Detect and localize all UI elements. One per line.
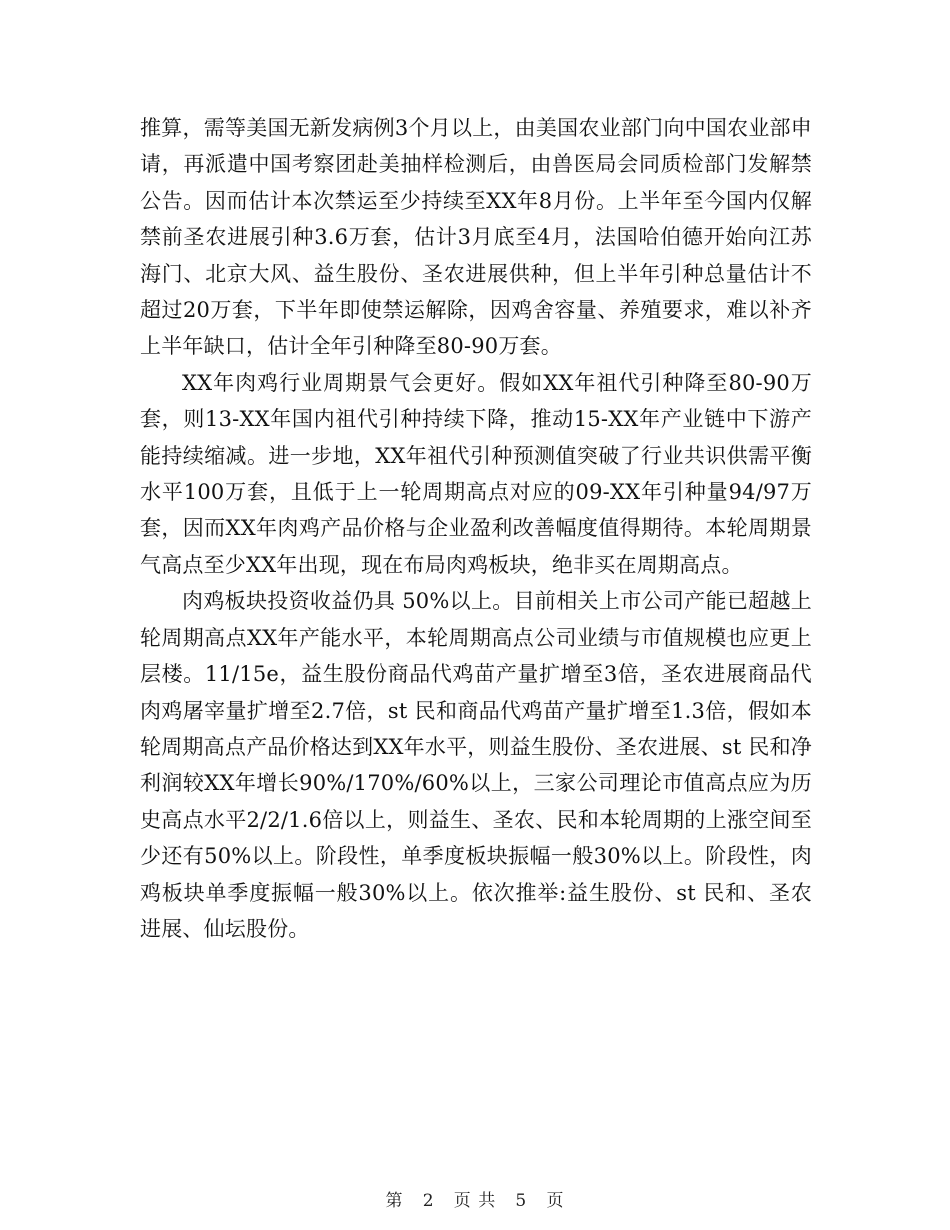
paragraph-1: 推算，需等美国无新发病例3个月以上，由美国农业部门向中国农业部申请，再派遣中国考察团赴美抽样检测后，由兽医局会同质检部门发解禁公告。因而估计本次禁运至少持续至XX年8月份。上半年至今国内仅解禁前圣农进展引种3.6万套，估计3月底至4月，法国哈伯德开始向江苏海门、北京大风、益生股份、圣农进展供种，但上半年引种总量估计不超过20万套，下半年即使禁运解除，因鸡舍容量、养殖要求，难以补齐上半年缺口，估计全年引种降至80-90万套。: [140, 116, 812, 359]
page-footer: [0, 1186, 950, 1211]
paragraph-2: XX年肉鸡行业周期景气会更好。假如XX年祖代引种降至80-90万套，则13-XX年国内祖代引种持续下降，推动15-XX年产业链中下游产能持续缩减。进一步地，XX年祖代引种预测值突破了行业共识供需平衡水平100万套，且低于上一轮周期高点对应的09-XX年引种量94/97万套，因而XX年肉鸡产品价格与企业盈利改善幅度值得期待。本轮周期景气高点至少XX年出现，现在布局肉鸡板块，绝非买在周期高点。: [140, 370, 812, 577]
footer-prefix: 第: [385, 1191, 404, 1211]
footer-total-pages: 5: [515, 1191, 528, 1211]
footer-current-page: 2: [422, 1191, 435, 1211]
footer-suffix: 页: [546, 1191, 565, 1211]
document-body: [140, 110, 812, 947]
footer-middle: 页 共: [453, 1191, 497, 1211]
paragraph-3: 肉鸡板块投资收益仍具 50%以上。目前相关上市公司产能已超越上轮周期高点XX年产能水平，本轮周期高点公司业绩与市值规模也应更上层楼。11/15e，益生股份商品代鸡苗产量扩增至3倍，圣农进展商品代肉鸡屠宰量扩增至2.7倍，st 民和商品代鸡苗产量扩增至1.3倍，假如本轮周期高点产品价格达到XX年水平，则益生股份、圣农进展、st 民和净利润较XX年增长90%/170%/60%以上，三家公司理论市值高点应为历史高点水平2/2/1.6倍以上，则益生、圣农、民和本轮周期的上涨空间至少还有50%以上。阶段性，单季度板块振幅一般30%以上。阶段性，肉鸡板块单季度振幅一般30%以上。依次推举:益生股份、st 民和、圣农进展、仙坛股份。: [140, 589, 812, 941]
